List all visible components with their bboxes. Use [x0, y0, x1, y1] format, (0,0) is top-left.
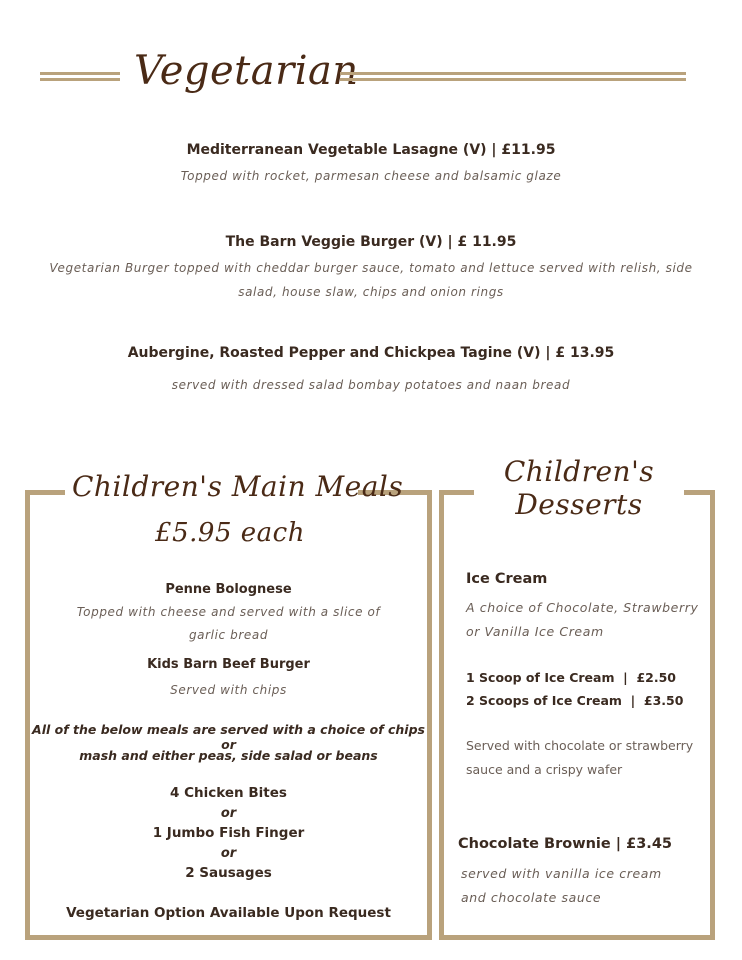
ice-cream-desc-line2: or Vanilla Ice Cream: [466, 624, 604, 639]
vegetarian-option-note: Vegetarian Option Available Upon Request: [66, 905, 391, 921]
dish-name-tagine: Aubergine, Roasted Pepper and Chickpea Tagine (V) | £ 13.95: [127, 345, 615, 361]
children-mains-price: £5.95 each: [155, 518, 305, 548]
penne-desc-line2: garlic bread: [188, 628, 269, 642]
children-mains-heading: Children's Main Meals: [72, 470, 404, 503]
desserts-frame-left: [439, 490, 444, 940]
dish-name-veggie-burger: The Barn Veggie Burger (V) | £ 11.95: [225, 234, 517, 250]
kids-burger-name: Kids Barn Beef Burger: [147, 657, 310, 672]
served-with-line1: Served with chocolate or strawberry: [466, 738, 694, 753]
option-fish-finger: 1 Jumbo Fish Finger: [152, 825, 305, 841]
or-separator-1: or: [220, 806, 237, 821]
dish-desc-veggie-burger-line2: salad, house slaw, chips and onion rings: [238, 285, 504, 299]
children-desserts-heading-line1: Children's: [503, 455, 655, 488]
dish-desc-tagine: served with dressed salad bombay potatoes and naan bread: [171, 378, 571, 392]
brownie-desc-line1: served with vanilla ice cream: [461, 866, 662, 881]
served-with-line2: sauce and a crispy wafer: [466, 762, 623, 777]
meal-note-line1: All of the below meals are served with a choice of chips or: [32, 722, 425, 752]
meal-note-line2: mash and either peas, side salad or beans: [79, 748, 378, 763]
dish-desc-veggie-burger-line1: Vegetarian Burger topped with cheddar burger sauce, tomato and lettuce served with relish, side: [49, 261, 693, 275]
scoop-two-price: 2 Scoops of Ice Cream | £3.50: [466, 693, 684, 708]
dish-name-lasagne: Mediterranean Vegetable Lasagne (V) | £11.95: [186, 142, 556, 158]
heading-rule-left: [40, 72, 120, 81]
option-chicken-bites: 4 Chicken Bites: [170, 785, 287, 801]
vegetarian-heading: Vegetarian: [134, 48, 359, 94]
kids-burger-desc: Served with chips: [170, 683, 287, 697]
penne-desc-line1: Topped with cheese and served with a slice of: [76, 605, 381, 619]
desserts-frame-bottom: [439, 935, 715, 940]
option-sausages: 2 Sausages: [185, 865, 272, 881]
ice-cream-desc-line1: A choice of Chocolate, Strawberry: [466, 600, 699, 615]
mains-frame-right: [427, 490, 432, 940]
brownie-desc-line2: and chocolate sauce: [461, 890, 602, 905]
desserts-frame-top-left: [439, 490, 474, 495]
or-separator-2: or: [220, 846, 237, 861]
mains-frame-bottom: [25, 935, 432, 940]
dish-desc-lasagne: Topped with rocket, parmesan cheese and balsamic glaze: [180, 169, 562, 183]
penne-name: Penne Bolognese: [165, 582, 292, 597]
brownie-name: Chocolate Brownie | £3.45: [458, 836, 672, 852]
mains-frame-top-left: [25, 490, 65, 495]
heading-rule-right: [340, 72, 686, 81]
scoop-one-price: 1 Scoop of Ice Cream | £2.50: [466, 670, 676, 685]
desserts-frame-right: [710, 490, 715, 940]
children-desserts-heading-line2: Desserts: [515, 488, 643, 521]
ice-cream-name: Ice Cream: [466, 571, 548, 587]
